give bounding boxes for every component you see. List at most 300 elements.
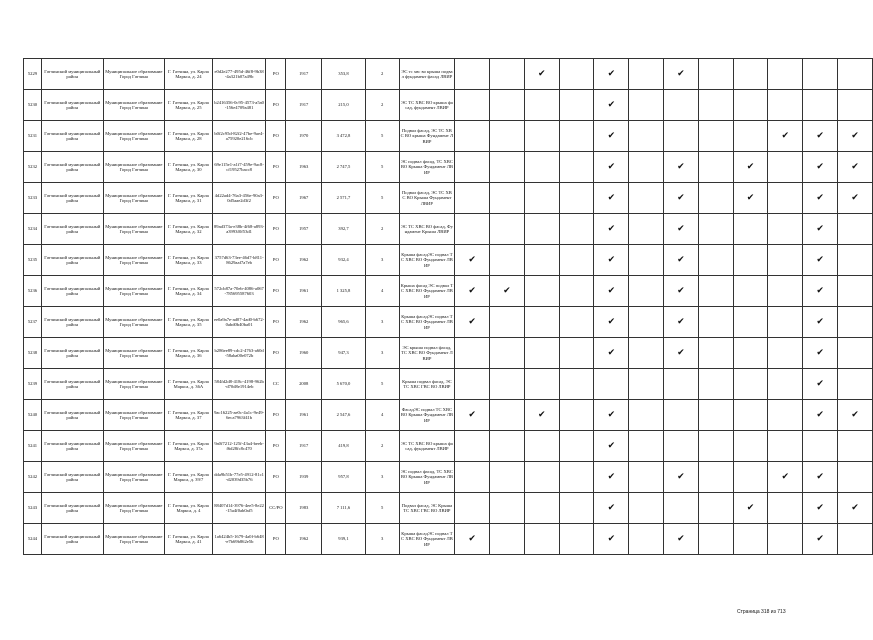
address-cell: Г. Гатчина, ул. Карла Маркса, д. 41 xyxy=(165,524,213,555)
empty-cell xyxy=(733,338,768,369)
check-mark-icon: ✔ xyxy=(803,462,838,493)
check-mark-icon: ✔ xyxy=(733,183,768,214)
check-mark-icon: ✔ xyxy=(733,493,768,524)
row-number: 5240 xyxy=(24,400,42,431)
empty-cell xyxy=(664,121,699,152)
row-number: 5236 xyxy=(24,276,42,307)
row-number: 5234 xyxy=(24,214,42,245)
check-mark-icon: ✔ xyxy=(838,121,873,152)
empty-cell xyxy=(768,276,803,307)
check-mark-icon: ✔ xyxy=(768,462,803,493)
municipality-cell: Муниципальное образование Город Гатчина xyxy=(103,152,165,183)
empty-cell xyxy=(559,59,594,90)
table-row xyxy=(24,369,873,400)
empty-cell xyxy=(524,245,559,276)
table-row xyxy=(24,338,873,369)
check-mark-icon: ✔ xyxy=(594,245,629,276)
empty-cell xyxy=(768,369,803,400)
empty-cell xyxy=(490,90,525,121)
district-cell: Гатчинский муниципальный район xyxy=(41,183,103,214)
area-cell: 1 325,8 xyxy=(322,276,366,307)
municipality-cell: Муниципальное образование Город Гатчина xyxy=(103,121,165,152)
empty-cell xyxy=(768,307,803,338)
check-mark-icon: ✔ xyxy=(524,59,559,90)
empty-cell xyxy=(768,338,803,369)
empty-cell xyxy=(490,400,525,431)
check-mark-icon: ✔ xyxy=(838,183,873,214)
empty-cell xyxy=(455,121,490,152)
row-number: 5242 xyxy=(24,462,42,493)
empty-cell xyxy=(733,245,768,276)
district-cell: Гатчинский муниципальный район xyxy=(41,524,103,555)
ownership-form-cell: РО xyxy=(266,59,286,90)
check-mark-icon: ✔ xyxy=(803,338,838,369)
empty-cell xyxy=(629,369,664,400)
works-cell: Подвал фасад, ЭС Крыша ТС ХВС ГВС ВО ЛВИР xyxy=(399,493,455,524)
empty-cell xyxy=(838,524,873,555)
empty-cell xyxy=(803,431,838,462)
empty-cell xyxy=(490,307,525,338)
table-row xyxy=(24,214,873,245)
empty-cell xyxy=(524,152,559,183)
ownership-form-cell: РО xyxy=(266,121,286,152)
empty-cell xyxy=(698,307,733,338)
ownership-form-cell: РО xyxy=(266,400,286,431)
ownership-form-cell: РО xyxy=(266,90,286,121)
empty-cell xyxy=(524,183,559,214)
empty-cell xyxy=(698,183,733,214)
empty-cell xyxy=(768,152,803,183)
empty-cell xyxy=(559,152,594,183)
works-cell: ЭС подвал фасад, ТС ХВС ВО Крыша Фундамент ЛВИР xyxy=(399,152,455,183)
row-number: 5237 xyxy=(24,307,42,338)
floors-cell: 3 xyxy=(365,307,399,338)
empty-cell xyxy=(838,214,873,245)
empty-cell xyxy=(559,90,594,121)
empty-cell xyxy=(455,462,490,493)
guid-cell: b2416356-0c95-4573-a5a0-156e4709a481 xyxy=(212,90,266,121)
empty-cell xyxy=(490,493,525,524)
empty-cell xyxy=(664,369,699,400)
guid-cell: 69e115e1-a1f7-459e-9ac8-cf19527bacc8 xyxy=(212,152,266,183)
floors-cell: 2 xyxy=(365,90,399,121)
empty-cell xyxy=(629,307,664,338)
district-cell: Гатчинский муниципальный район xyxy=(41,369,103,400)
empty-cell xyxy=(698,369,733,400)
empty-cell xyxy=(559,214,594,245)
check-mark-icon: ✔ xyxy=(594,183,629,214)
empty-cell xyxy=(490,245,525,276)
empty-cell xyxy=(629,276,664,307)
check-mark-icon: ✔ xyxy=(733,152,768,183)
table-row xyxy=(24,152,873,183)
guid-cell: 3757d63-73ee-46d7-b811-8629aaf7a7eb xyxy=(212,245,266,276)
row-number: 5241 xyxy=(24,431,42,462)
table-row xyxy=(24,462,873,493)
address-cell: Г. Гатчина, ул. Карла Маркса, д. 34 xyxy=(165,276,213,307)
empty-cell xyxy=(838,90,873,121)
works-cell: ФасадЭС подвал ТС ХВС ВО Крыша Фундамент ЛВИР xyxy=(399,400,455,431)
ownership-form-cell: СС/РО xyxy=(266,493,286,524)
area-cell: 419,8 xyxy=(322,431,366,462)
district-cell: Гатчинский муниципальный район xyxy=(41,121,103,152)
empty-cell xyxy=(698,431,733,462)
row-number: 5232 xyxy=(24,152,42,183)
floors-cell: 5 xyxy=(365,183,399,214)
address-cell: Г. Гатчина, ул. Карла Маркса, д. 4 xyxy=(165,493,213,524)
area-cell: 932,4 xyxy=(322,245,366,276)
ownership-form-cell: РО xyxy=(266,338,286,369)
empty-cell xyxy=(698,493,733,524)
empty-cell xyxy=(559,307,594,338)
check-mark-icon: ✔ xyxy=(455,276,490,307)
empty-cell xyxy=(559,369,594,400)
empty-cell xyxy=(629,462,664,493)
empty-cell xyxy=(768,431,803,462)
row-number: 5243 xyxy=(24,493,42,524)
empty-cell xyxy=(524,462,559,493)
empty-cell xyxy=(629,90,664,121)
area-cell: 2 747,5 xyxy=(322,152,366,183)
address-cell: Г. Гатчина, ул. Карла Маркса, д. 28 xyxy=(165,121,213,152)
empty-cell xyxy=(455,152,490,183)
year-cell: 1917 xyxy=(286,90,322,121)
empty-cell xyxy=(629,121,664,152)
works-cell: Крыша фасадЭС подвал ТС ХВС ВО Фундамент ЛВИР xyxy=(399,307,455,338)
check-mark-icon: ✔ xyxy=(838,493,873,524)
table-row xyxy=(24,493,873,524)
check-mark-icon: ✔ xyxy=(803,400,838,431)
table-row xyxy=(24,431,873,462)
empty-cell xyxy=(524,493,559,524)
row-number: 5239 xyxy=(24,369,42,400)
empty-cell xyxy=(455,59,490,90)
check-mark-icon: ✔ xyxy=(594,524,629,555)
address-cell: Г. Гатчина, ул. Карла Маркса, д. 30 xyxy=(165,152,213,183)
check-mark-icon: ✔ xyxy=(594,431,629,462)
check-mark-icon: ✔ xyxy=(594,59,629,90)
empty-cell xyxy=(490,431,525,462)
empty-cell xyxy=(629,400,664,431)
works-cell: ЭС тс хвс во крыша подвал фундамент фасад ЛВИР xyxy=(399,59,455,90)
check-mark-icon: ✔ xyxy=(594,462,629,493)
empty-cell xyxy=(698,462,733,493)
ownership-form-cell: РО xyxy=(266,276,286,307)
district-cell: Гатчинский муниципальный район xyxy=(41,400,103,431)
works-cell: ЭС подвал фасад, ТС ХВС ВО Крыша Фундамент ЛВИР xyxy=(399,462,455,493)
check-mark-icon: ✔ xyxy=(664,245,699,276)
empty-cell xyxy=(629,245,664,276)
address-cell: Г. Гатчина, ул. Карла Маркса, д. 35 xyxy=(165,307,213,338)
empty-cell xyxy=(490,524,525,555)
area-cell: 353,8 xyxy=(322,59,366,90)
check-mark-icon: ✔ xyxy=(594,276,629,307)
municipality-cell: Муниципальное образование Город Гатчина xyxy=(103,431,165,462)
address-cell: Г. Гатчина, ул. Карла Маркса, д. 37а xyxy=(165,431,213,462)
empty-cell xyxy=(838,431,873,462)
guid-cell: 9ac16225-ae0c-4a1c-9e49-6eca7963f41b xyxy=(212,400,266,431)
register-table xyxy=(23,58,873,555)
empty-cell xyxy=(559,462,594,493)
year-cell: 1962 xyxy=(286,307,322,338)
guid-cell: e0d2e277-495d-46f8-9b38-4a321b07a49b xyxy=(212,59,266,90)
check-mark-icon: ✔ xyxy=(455,524,490,555)
check-mark-icon: ✔ xyxy=(594,90,629,121)
district-cell: Гатчинский муниципальный район xyxy=(41,90,103,121)
empty-cell xyxy=(838,338,873,369)
works-cell: Крыша фасад ЭС подвал ТС ХВС ВО Фундамент ЛВИР xyxy=(399,276,455,307)
district-cell: Гатчинский муниципальный район xyxy=(41,214,103,245)
empty-cell xyxy=(629,152,664,183)
area-cell: 3 472,8 xyxy=(322,121,366,152)
row-number: 5233 xyxy=(24,183,42,214)
address-cell: Г. Гатчина, ул. Карла Маркса, д. 36 xyxy=(165,338,213,369)
area-cell: 2 571,7 xyxy=(322,183,366,214)
guid-cell: ee0a9a7e-ad07-4ad0-b672-0abd0b40ba01 xyxy=(212,307,266,338)
area-cell: 939,1 xyxy=(322,524,366,555)
empty-cell xyxy=(559,183,594,214)
empty-cell xyxy=(768,90,803,121)
empty-cell xyxy=(524,369,559,400)
empty-cell xyxy=(490,183,525,214)
year-cell: 1960 xyxy=(286,338,322,369)
empty-cell xyxy=(455,183,490,214)
works-cell: Подвал фасад, ЭС ТС ХВС ВО Крыша Фундамент ЛВИР xyxy=(399,183,455,214)
empty-cell xyxy=(524,90,559,121)
year-cell: 1957 xyxy=(286,214,322,245)
empty-cell xyxy=(733,369,768,400)
empty-cell xyxy=(698,276,733,307)
empty-cell xyxy=(768,214,803,245)
row-number: 5230 xyxy=(24,90,42,121)
empty-cell xyxy=(455,338,490,369)
year-cell: 1961 xyxy=(286,276,322,307)
municipality-cell: Муниципальное образование Город Гатчина xyxy=(103,214,165,245)
empty-cell xyxy=(455,493,490,524)
empty-cell xyxy=(838,462,873,493)
guid-cell: dda9b51b-77e5-4912-81c1-d2039d35b76 xyxy=(212,462,266,493)
empty-cell xyxy=(490,121,525,152)
district-cell: Гатчинский муниципальный район xyxy=(41,59,103,90)
empty-cell xyxy=(524,431,559,462)
year-cell: 1917 xyxy=(286,59,322,90)
empty-cell xyxy=(524,276,559,307)
guid-cell: 1a6424b5-1679-4a0f-b648-e7b69b862e5b xyxy=(212,524,266,555)
area-cell: 957,8 xyxy=(322,462,366,493)
check-mark-icon: ✔ xyxy=(594,493,629,524)
empty-cell xyxy=(698,152,733,183)
ownership-form-cell: РО xyxy=(266,431,286,462)
works-cell: ЭС ТС ХВС ВО фасад, Фундамент Крыша ЛВИР xyxy=(399,214,455,245)
empty-cell xyxy=(629,214,664,245)
empty-cell xyxy=(698,90,733,121)
municipality-cell: Муниципальное образование Город Гатчина xyxy=(103,90,165,121)
guid-cell: 584fd2d8-418c-4198-962b-d70d8e1914eb xyxy=(212,369,266,400)
check-mark-icon: ✔ xyxy=(455,307,490,338)
year-cell: 1970 xyxy=(286,121,322,152)
ownership-form-cell: РО xyxy=(266,152,286,183)
check-mark-icon: ✔ xyxy=(664,183,699,214)
table-row xyxy=(24,524,873,555)
municipality-cell: Муниципальное образование Город Гатчина xyxy=(103,307,165,338)
area-cell: 965,6 xyxy=(322,307,366,338)
floors-cell: 3 xyxy=(365,462,399,493)
table-row xyxy=(24,307,873,338)
empty-cell xyxy=(698,245,733,276)
check-mark-icon: ✔ xyxy=(664,338,699,369)
works-cell: Крыша фасадЭС подвал ТС ХВС ВО Фундамент ЛВИР xyxy=(399,245,455,276)
empty-cell xyxy=(524,307,559,338)
empty-cell xyxy=(733,59,768,90)
address-cell: Г. Гатчина, ул. Карла Маркса, д. 32 xyxy=(165,214,213,245)
area-cell: 947,3 xyxy=(322,338,366,369)
check-mark-icon: ✔ xyxy=(803,276,838,307)
works-cell: ЭС крыша подвал фасад, ТС ХВС ВО Фундамент ЛВИР xyxy=(399,338,455,369)
ownership-form-cell: РО xyxy=(266,183,286,214)
check-mark-icon: ✔ xyxy=(594,338,629,369)
empty-cell xyxy=(768,400,803,431)
empty-cell xyxy=(629,338,664,369)
empty-cell xyxy=(629,524,664,555)
year-cell: 1939 xyxy=(286,462,322,493)
empty-cell xyxy=(629,59,664,90)
municipality-cell: Муниципальное образование Город Гатчина xyxy=(103,462,165,493)
empty-cell xyxy=(803,90,838,121)
empty-cell xyxy=(664,90,699,121)
year-cell: 1962 xyxy=(286,245,322,276)
empty-cell xyxy=(524,214,559,245)
floors-cell: 2 xyxy=(365,59,399,90)
empty-cell xyxy=(698,214,733,245)
check-mark-icon: ✔ xyxy=(838,400,873,431)
ownership-form-cell: РО xyxy=(266,214,286,245)
floors-cell: 5 xyxy=(365,152,399,183)
check-mark-icon: ✔ xyxy=(664,59,699,90)
district-cell: Гатчинский муниципальный район xyxy=(41,338,103,369)
empty-cell xyxy=(559,493,594,524)
municipality-cell: Муниципальное образование Город Гатчина xyxy=(103,493,165,524)
floors-cell: 3 xyxy=(365,524,399,555)
check-mark-icon: ✔ xyxy=(803,214,838,245)
guid-cell: 4d22ad4-76a3-456e-90a3-0d5aae2d3f2 xyxy=(212,183,266,214)
check-mark-icon: ✔ xyxy=(803,245,838,276)
empty-cell xyxy=(559,431,594,462)
year-cell: 1961 xyxy=(286,400,322,431)
district-cell: Гатчинский муниципальный район xyxy=(41,152,103,183)
works-cell: ЭС ТС ХВС ВО крыша фасад, фундамент ЛВИР xyxy=(399,431,455,462)
floors-cell: 4 xyxy=(365,276,399,307)
year-cell: 1962 xyxy=(286,524,322,555)
check-mark-icon: ✔ xyxy=(664,276,699,307)
check-mark-icon: ✔ xyxy=(664,524,699,555)
empty-cell xyxy=(733,307,768,338)
district-cell: Гатчинский муниципальный район xyxy=(41,276,103,307)
empty-cell xyxy=(490,152,525,183)
table-row xyxy=(24,121,873,152)
guid-cell: 88407d14-3976-4ee5-8e22-15a4f0ab0af5 xyxy=(212,493,266,524)
ownership-form-cell: РО xyxy=(266,307,286,338)
guid-cell: 89ad373a-e38b-4f68-a893-a3993f0f53d1 xyxy=(212,214,266,245)
floors-cell: 2 xyxy=(365,431,399,462)
table-row xyxy=(24,183,873,214)
works-cell: ЭС ТС ХВС ВО крыша фасад, фундамент ЛВИР xyxy=(399,90,455,121)
empty-cell xyxy=(524,121,559,152)
works-cell: Подвал фасад, ЭС ТС ХВС ВО крыша Фундамент ЛВИР xyxy=(399,121,455,152)
empty-cell xyxy=(698,121,733,152)
empty-cell xyxy=(733,431,768,462)
floors-cell: 5 xyxy=(365,493,399,524)
empty-cell xyxy=(559,524,594,555)
address-cell: Г. Гатчина, ул. Карла Маркса, д. 37 xyxy=(165,400,213,431)
empty-cell xyxy=(803,59,838,90)
empty-cell xyxy=(698,59,733,90)
empty-cell xyxy=(559,121,594,152)
district-cell: Гатчинский муниципальный район xyxy=(41,307,103,338)
check-mark-icon: ✔ xyxy=(664,462,699,493)
municipality-cell: Муниципальное образование Город Гатчина xyxy=(103,369,165,400)
row-number: 5238 xyxy=(24,338,42,369)
empty-cell xyxy=(490,369,525,400)
municipality-cell: Муниципальное образование Город Гатчина xyxy=(103,276,165,307)
district-cell: Гатчинский муниципальный район xyxy=(41,493,103,524)
table-row xyxy=(24,245,873,276)
empty-cell xyxy=(490,59,525,90)
empty-cell xyxy=(594,369,629,400)
check-mark-icon: ✔ xyxy=(490,276,525,307)
year-cell: 1967 xyxy=(286,183,322,214)
empty-cell xyxy=(733,276,768,307)
check-mark-icon: ✔ xyxy=(455,245,490,276)
empty-cell xyxy=(559,245,594,276)
check-mark-icon: ✔ xyxy=(594,307,629,338)
municipality-cell: Муниципальное образование Город Гатчина xyxy=(103,245,165,276)
year-cell: 1983 xyxy=(286,493,322,524)
check-mark-icon: ✔ xyxy=(838,152,873,183)
table-row xyxy=(24,90,873,121)
empty-cell xyxy=(664,431,699,462)
check-mark-icon: ✔ xyxy=(803,121,838,152)
works-cell: Крыша фасадЭС подвал ТС ХВС ВО Фундамент ЛВИР xyxy=(399,524,455,555)
address-cell: Г. Гатчина, ул. Карла Маркса, д. 39/7 xyxy=(165,462,213,493)
empty-cell xyxy=(524,338,559,369)
floors-cell: 4 xyxy=(365,400,399,431)
empty-cell xyxy=(768,524,803,555)
check-mark-icon: ✔ xyxy=(664,307,699,338)
ownership-form-cell: РО xyxy=(266,524,286,555)
empty-cell xyxy=(768,493,803,524)
ownership-form-cell: РО xyxy=(266,462,286,493)
municipality-cell: Муниципальное образование Город Гатчина xyxy=(103,524,165,555)
check-mark-icon: ✔ xyxy=(803,493,838,524)
empty-cell xyxy=(733,400,768,431)
empty-cell xyxy=(838,307,873,338)
empty-cell xyxy=(838,276,873,307)
empty-cell xyxy=(559,400,594,431)
empty-cell xyxy=(455,214,490,245)
check-mark-icon: ✔ xyxy=(594,121,629,152)
empty-cell xyxy=(698,524,733,555)
empty-cell xyxy=(733,524,768,555)
empty-cell xyxy=(698,400,733,431)
area-cell: 215,0 xyxy=(322,90,366,121)
empty-cell xyxy=(733,90,768,121)
check-mark-icon: ✔ xyxy=(803,524,838,555)
empty-cell xyxy=(733,121,768,152)
year-cell: 1963 xyxy=(286,152,322,183)
table-row xyxy=(24,400,873,431)
district-cell: Гатчинский муниципальный район xyxy=(41,245,103,276)
empty-cell xyxy=(768,183,803,214)
